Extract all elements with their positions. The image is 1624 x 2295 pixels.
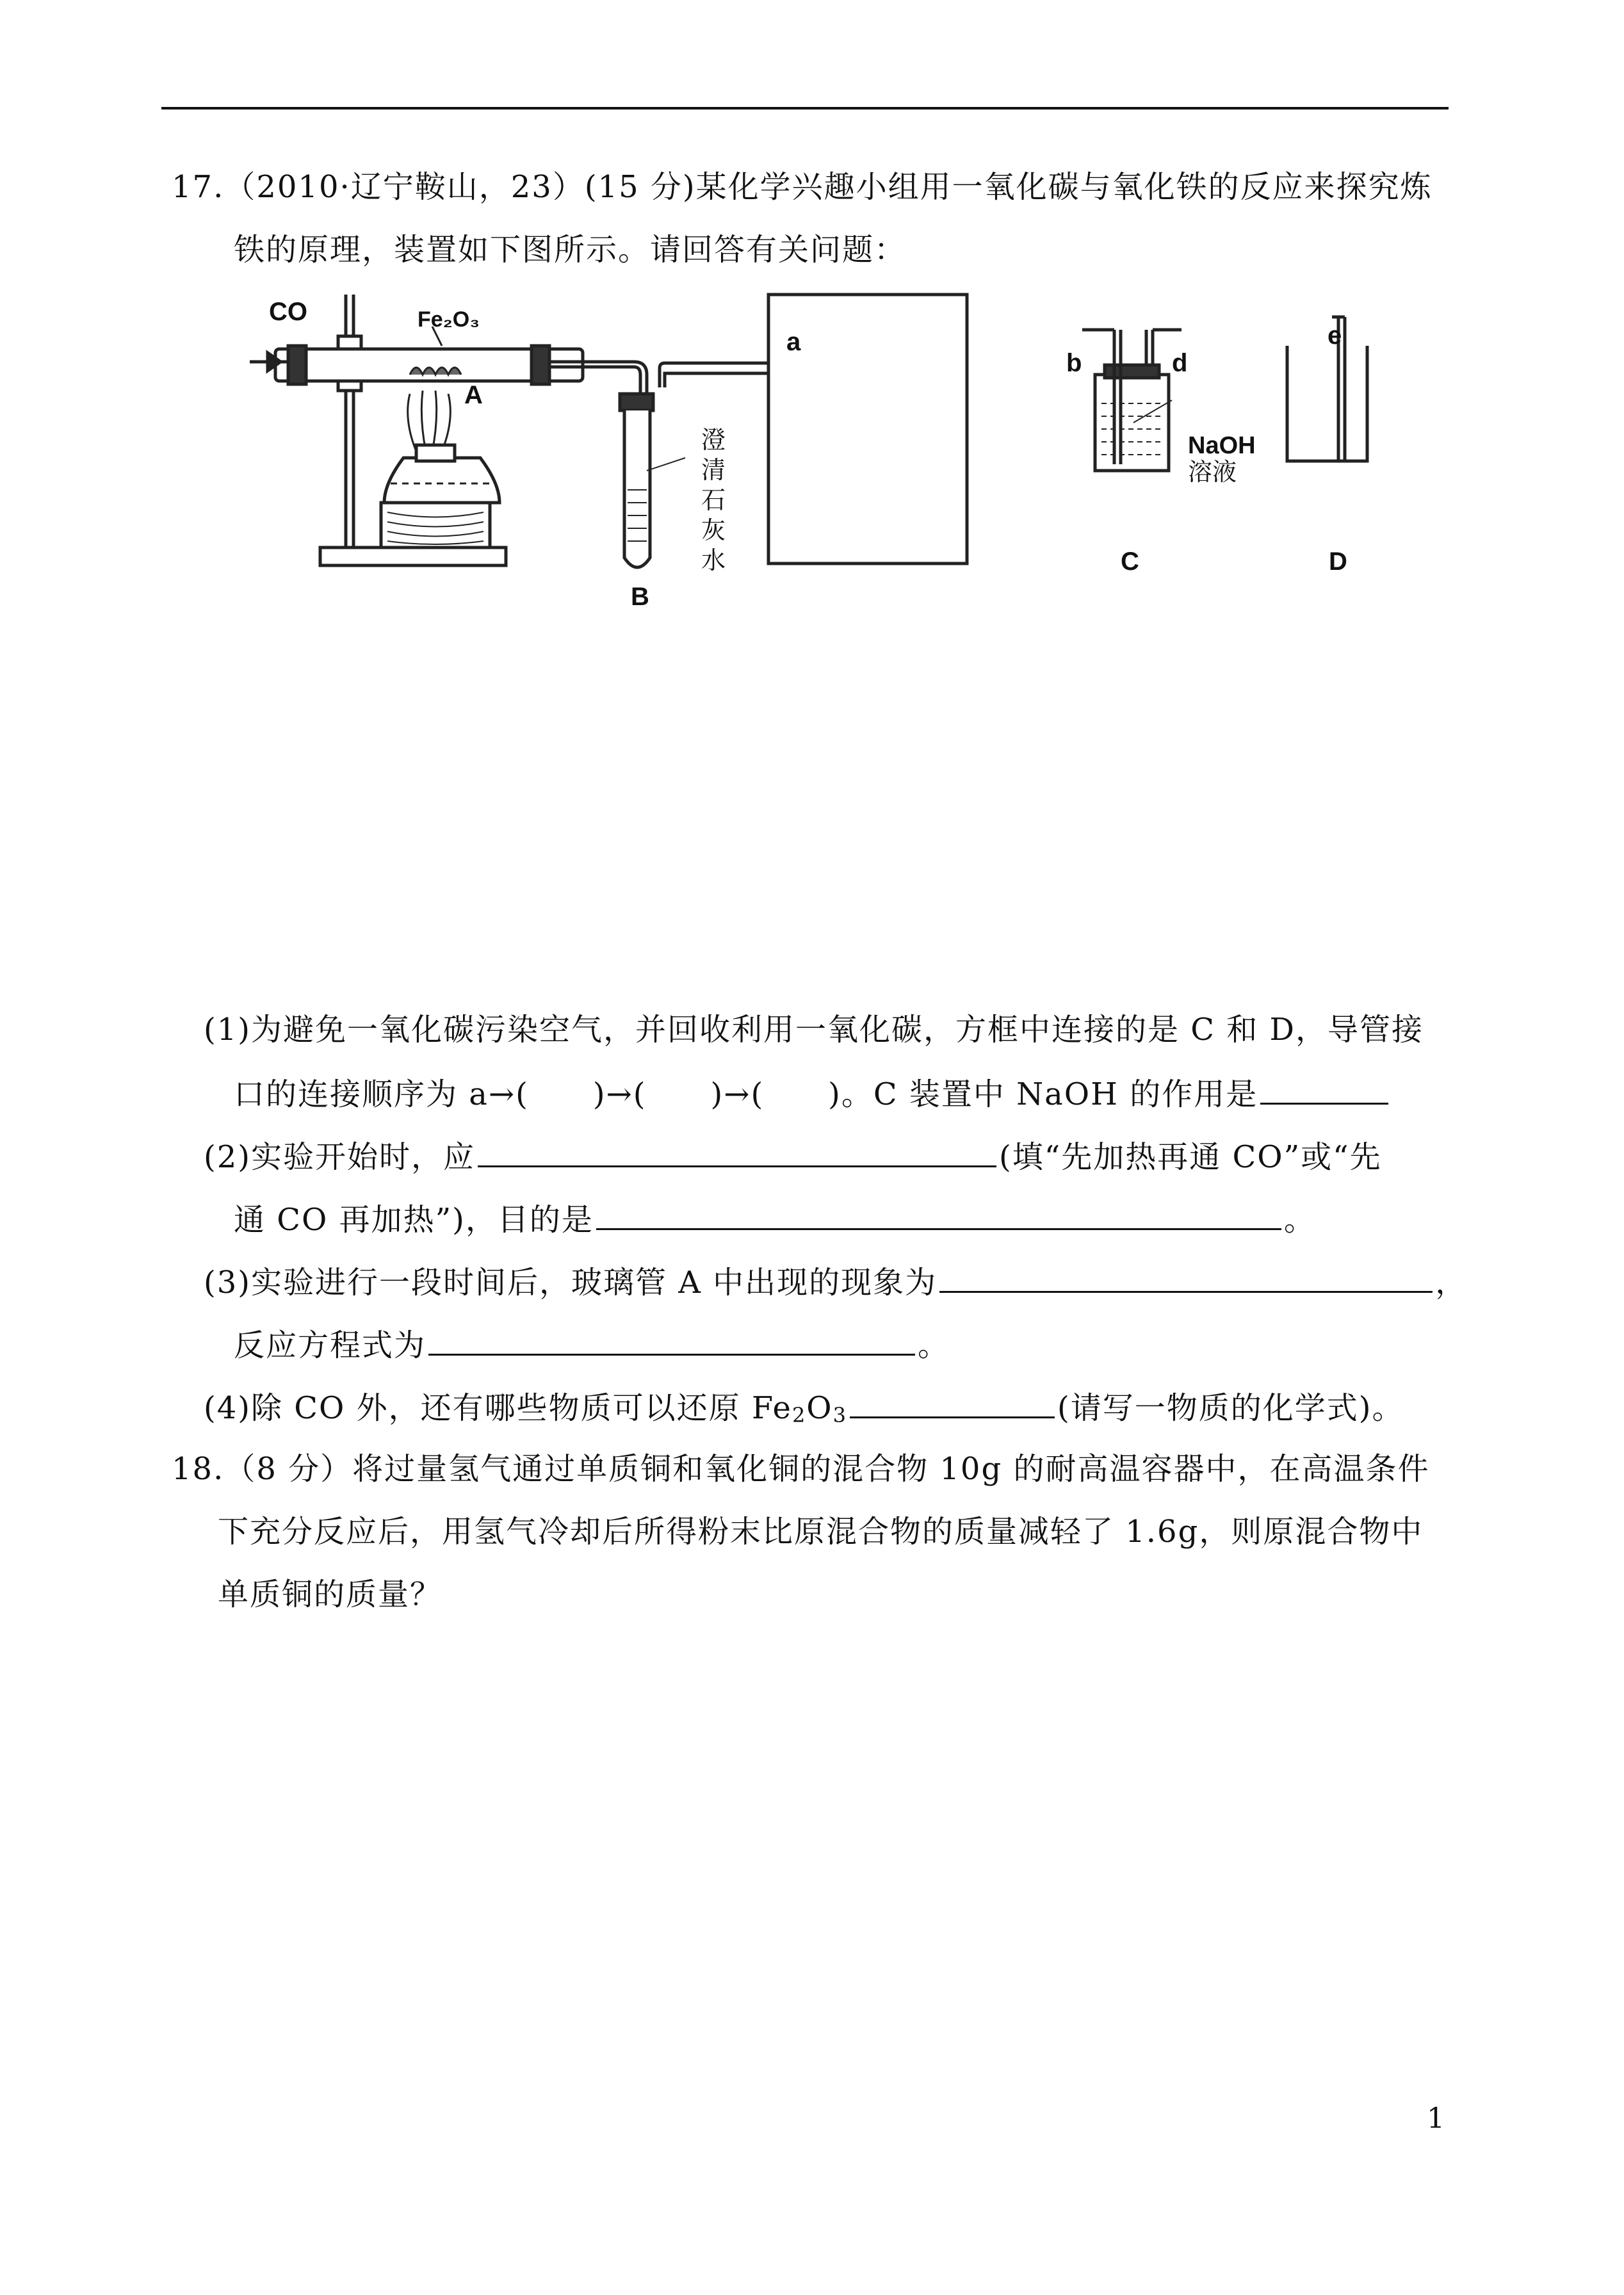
answer-blank-equation[interactable] bbox=[428, 1324, 915, 1356]
answer-blank-phenomenon[interactable] bbox=[939, 1261, 1433, 1293]
label-a: A bbox=[464, 381, 483, 409]
stopper-right bbox=[532, 346, 549, 384]
q17-sub3-line-1 bbox=[204, 1261, 1467, 1302]
port-a: a bbox=[786, 328, 801, 356]
wash-bottle-c bbox=[1095, 375, 1169, 471]
q17-sub3-text-c: 反应方程式为 bbox=[234, 1327, 426, 1363]
wooden-block bbox=[381, 503, 490, 547]
q18-line-1: 18.（8 分）将过量氢气通过单质铜和氧化铜的混合物 10g 的耐高温容器中，在高温条件 bbox=[172, 1451, 1430, 1487]
q17-line-1: 17.（2010·辽宁鞍山，23）(15 分)某化学兴趣小组用一氧化碳与氧化铁的反应来探究炼 bbox=[172, 169, 1433, 205]
q17-sub3-text-b: ， bbox=[1435, 1265, 1468, 1301]
port-b: b bbox=[1066, 349, 1082, 377]
q17-sub1-text: 口的连接顺序为 a→( )→( )→( )。C 装置中 NaOH 的作用是 bbox=[234, 1076, 1258, 1112]
naoh-solution-label: 溶液 bbox=[1188, 458, 1237, 486]
q17-sub4-text-b: (请写一物质的化学式)。 bbox=[1057, 1390, 1404, 1426]
label-b: B bbox=[631, 583, 649, 611]
oxygen-symbol: O bbox=[806, 1390, 833, 1426]
page-number: 1 bbox=[1427, 2102, 1445, 2135]
q18-line-3: 单质铜的质量？ bbox=[218, 1577, 443, 1612]
label-c: C bbox=[1121, 547, 1139, 576]
port-d: d bbox=[1172, 349, 1188, 377]
limewater-char-5: 水 bbox=[701, 546, 726, 574]
q17-sub2-line-2 bbox=[234, 1199, 1316, 1239]
q17-sub2-line-1 bbox=[204, 1136, 1382, 1176]
q17-sub3-line-2 bbox=[234, 1324, 950, 1365]
q17-sub3-text-a: (3)实验进行一段时间后，玻璃管 A 中出现的现象为 bbox=[204, 1265, 938, 1301]
q17-sub4-line bbox=[204, 1387, 1404, 1434]
q17-sub2-text-c: 通 CO 再加热”)，目的是 bbox=[234, 1202, 594, 1238]
naoh-label: NaOH bbox=[1188, 432, 1256, 459]
limewater-char-2: 清 bbox=[701, 456, 726, 484]
q17-sub4-text-a: (4)除 CO 外，还有哪些物质可以还原 Fe bbox=[204, 1390, 792, 1426]
answer-blank-purpose[interactable] bbox=[596, 1199, 1281, 1230]
limewater-char-3: 石 bbox=[701, 486, 726, 514]
label-d: D bbox=[1329, 547, 1347, 576]
co-label: CO bbox=[269, 298, 307, 326]
q17-line-2: 铁的原理，装置如下图所示。请回答有关问题： bbox=[234, 232, 907, 268]
q17-sub2-text-b: (填“先加热再通 CO”或“先 bbox=[999, 1139, 1382, 1175]
port-e: e bbox=[1328, 321, 1342, 350]
beaker-d bbox=[1287, 346, 1367, 461]
stopper-left bbox=[288, 346, 306, 384]
q17-sub1-line-1: (1)为避免一氧化碳污染空气，并回收利用一氧化碳，方框中连接的是 C 和 D，导管接 bbox=[204, 1012, 1424, 1048]
stopper-b bbox=[620, 394, 653, 410]
subscript-3: 3 bbox=[832, 1403, 848, 1427]
answer-blank-start-order[interactable] bbox=[478, 1136, 996, 1167]
q17-sub2-text-d: 。 bbox=[1283, 1202, 1316, 1238]
answer-blank-naoh-role[interactable] bbox=[1260, 1073, 1388, 1105]
apparatus-figure bbox=[250, 291, 1422, 624]
limewater-char-1: 澄 bbox=[701, 426, 726, 454]
subscript-2: 2 bbox=[792, 1403, 807, 1427]
q17-sub3-text-d: 。 bbox=[918, 1327, 950, 1363]
limewater-char-4: 灰 bbox=[701, 516, 726, 544]
answer-blank-reducer[interactable] bbox=[850, 1387, 1055, 1418]
stand-base bbox=[320, 547, 506, 565]
header-rule bbox=[161, 107, 1449, 109]
q18-line-2: 下充分反应后，用氢气冷却后所得粉末比原混合物的质量减轻了 1.6g，则原混合物中 bbox=[218, 1514, 1424, 1550]
q17-sub1-line-2 bbox=[234, 1073, 1391, 1114]
q17-sub2-text-a: (2)实验开始时，应 bbox=[204, 1139, 475, 1175]
fe2o3-label: Fe₂O₃ bbox=[418, 307, 480, 332]
